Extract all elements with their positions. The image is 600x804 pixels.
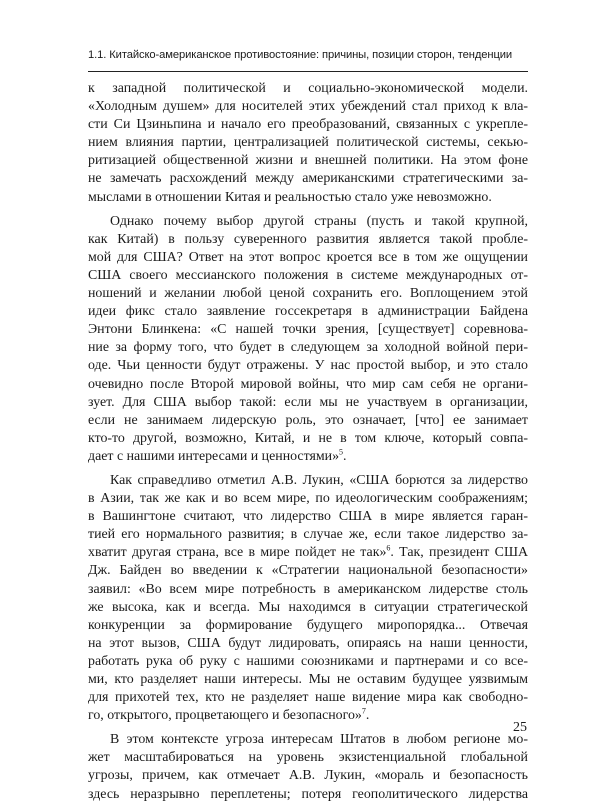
- text-line: кто-то другой, возможно, Китай, и не в том ключе, который совпа-: [88, 430, 528, 446]
- text-line-content: го, открытого, процветающего и безопасного»: [88, 708, 362, 724]
- body-text: [88, 80, 528, 804]
- text-line-tail: . Так, президент США: [390, 545, 528, 561]
- text-line: очевидно после Второй мировой войны, что мир сам себя не органи-: [88, 376, 528, 392]
- text-line: же высока, как и всегда. Мы находимся в ситуации стратегической: [88, 599, 528, 615]
- text-line-content: хватит другая страна, все в мире пойдет не так»: [88, 545, 387, 561]
- text-line: [88, 544, 528, 562]
- text-line: на этот вызов, США будут лидировать, опираясь на наши ценности,: [88, 635, 528, 651]
- text-line: жет масштабироваться на уровень экзистенциальной глобальной: [88, 750, 528, 766]
- text-line: в Вашингтоне считают, что лидерство США в мире является гаран-: [88, 509, 528, 525]
- text-line: к западной политической и социально-экономической модели.: [88, 81, 528, 96]
- paragraph-2: [88, 213, 528, 466]
- text-line: В этом контексте угроза интересам Штатов в любом регионе мо-: [110, 732, 528, 748]
- text-line: ми, кто разделяет наши интересы. Мы не оставим будущее уязвимым: [88, 672, 528, 687]
- text-line: ношений и желании любой ценой сохранить его. Воплощением этой: [88, 286, 528, 302]
- text-line: для прихотей тех, кто не разделяет наше видение мира как свободно-: [88, 690, 528, 706]
- text-line: в Азии, так же как и во всем мире, по идеологическим соображениям;: [88, 491, 528, 507]
- text-line: мыслами в отношении Китая и реальностью стало уже невозможно.: [88, 189, 492, 205]
- text-line: Энтони Блинкена: «С нашей точки зрения, [существует] соревнова-: [88, 322, 528, 338]
- text-line: конкуренции за формирование будущего миропорядка... Отвечая: [88, 617, 528, 633]
- text-line: не замечать расхождений между американскими стратегическими за-: [88, 171, 528, 187]
- text-line: «Холодным душем» для носителей этих убеждений стал приход к вла-: [88, 99, 528, 115]
- text-line: ритизацией общественной жизни и внешней политики. На этом фоне: [88, 153, 528, 169]
- footnote-ref: 5: [339, 447, 344, 457]
- text-line: Дж. Байден во введении к «Стратегии национальной безопасности»: [88, 563, 528, 579]
- text-line: тией его нормального развития; в случае же, если такое лидерство за-: [88, 527, 528, 543]
- text-line: работать рука об руку с нашими союзниками и партнерами и со все-: [88, 653, 528, 669]
- text-line: если не занимаем лидерскую роль, это означает, [что] ее занимает: [88, 412, 528, 428]
- text-line-content: дает с нашими интересами и ценностями»: [88, 448, 340, 464]
- text-line: нием влияния партии, централизацией политической системы, секью-: [88, 135, 528, 151]
- text-line: заявил: «Во всем мире потребность в американском лидерстве столь: [88, 581, 528, 597]
- paragraph-3: [88, 472, 528, 725]
- text-line: Как справедливо отметил А.В. Лукин, «США борются за лидерство: [110, 472, 528, 488]
- text-line: как Китай) в пользу суверенного развития является такой пробле-: [88, 231, 528, 247]
- page-number: 25: [513, 720, 527, 735]
- text-line: угрозы, причем, как отмечает А.В. Лукин, «мораль и безопасность: [88, 768, 528, 784]
- text-line: оде. Чьи ценности будут отражены. У нас простой выбор, и это стало: [88, 358, 528, 374]
- text-line: Однако почему выбор другой страны (пусть и такой крупной,: [110, 213, 528, 229]
- paragraph-4: [88, 731, 528, 803]
- text-line: сти Си Цзиньпина и начало его преобразований, связанных с укрепле-: [88, 117, 528, 133]
- paragraph-1: [88, 80, 528, 207]
- text-line: зует. Для США выбор такой: если мы не участвуем в организации,: [88, 394, 528, 410]
- text-line: мой для США? Ответ на этот вопрос кроется все в том же ощущении: [88, 249, 528, 265]
- footnote-ref: 7: [361, 706, 366, 716]
- text-line: идеи фикс стало заявление госсекретаря в администрации Байдена: [88, 304, 528, 320]
- footnote-ref: 6: [386, 543, 391, 553]
- running-head: 1.1. Китайско-американское противостояние: причины, позиции сторон, тенденции: [88, 49, 513, 61]
- text-line: ние за форму того, что будет в следующем за холодной войной пери-: [88, 340, 528, 356]
- text-line: здесь неразрывно переплетены; потеря геополитического лидерства: [88, 786, 528, 802]
- text-line: дает с нашими интересами и ценностями»$^5$.: [88, 447, 347, 464]
- text-line: США своего мессианского положения в системе международных от-: [88, 267, 528, 283]
- header-rule: [88, 71, 528, 72]
- text-line: го, открытого, процветающего и безопасного»$^7$.: [88, 706, 370, 724]
